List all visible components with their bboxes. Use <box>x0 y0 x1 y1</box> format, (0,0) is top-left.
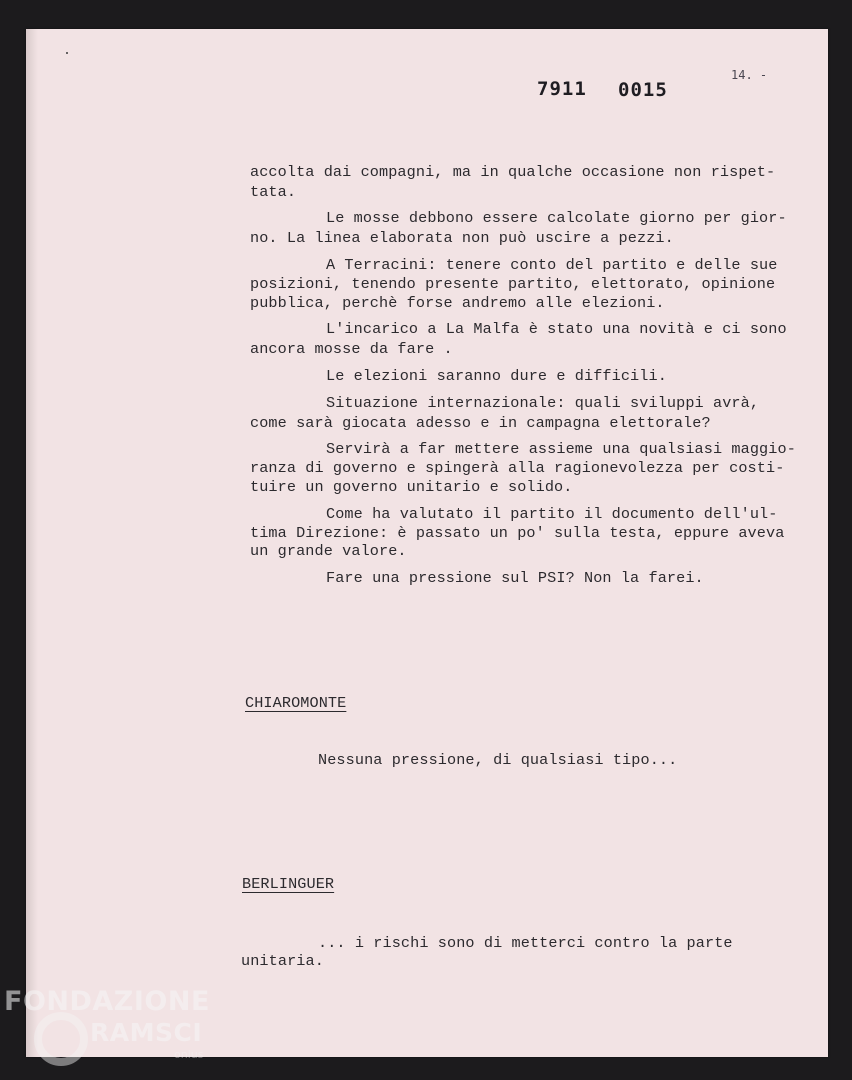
text-line: tata. <box>250 183 297 201</box>
watermark-onlus: onlus <box>174 1048 204 1061</box>
speaker-text-line: unitaria. <box>241 952 324 970</box>
text-line: come sarà giocata adesso e in campagna elettorale? <box>250 414 711 432</box>
text-line: ranza di governo e spingerà alla ragionevolezza per costi- <box>250 459 785 477</box>
text-line: posizioni, tenendo presente partito, elettorato, opinione <box>250 275 776 293</box>
archive-code-left: 7911 <box>537 78 587 100</box>
text-line: Le mosse debbono essere calcolate giorno per gior- <box>326 209 787 227</box>
text-line: Come ha valutato il partito il documento dell'ul- <box>326 505 778 523</box>
watermark-title: FONDAZIONE <box>4 986 210 1017</box>
page-binding-shadow <box>26 29 38 1057</box>
speaker-text-line: ... i rischi sono di metterci contro la parte <box>318 934 733 952</box>
watermark-g-logo <box>34 1012 88 1066</box>
page-number: 14. - <box>731 68 768 82</box>
text-line: ancora mosse da fare . <box>250 340 453 358</box>
speaker-text-line: Nessuna pressione, di qualsiasi tipo... <box>318 751 678 769</box>
text-line: A Terracini: tenere conto del partito e delle sue <box>326 256 778 274</box>
text-line: no. La linea elaborata non può uscire a pezzi. <box>250 229 674 247</box>
speaker-name: BERLINGUER <box>242 875 335 893</box>
text-line: Le elezioni saranno dure e difficili. <box>326 367 667 385</box>
archive-code-right: 0015 <box>618 79 668 101</box>
watermark-subtitle: RAMSCI <box>90 1018 203 1047</box>
text-line: Fare una pressione sul PSI? Non la farei. <box>326 569 704 587</box>
text-line: L'incarico a La Malfa è stato una novità e ci sono <box>326 320 787 338</box>
text-line: tima Direzione: è passato un po' sulla testa, eppure aveva <box>250 524 785 542</box>
speaker-name: CHIAROMONTE <box>245 694 347 712</box>
text-line: tuire un governo unitario e solido. <box>250 478 573 496</box>
document-page <box>26 29 828 1057</box>
text-line: pubblica, perchè forse andremo alle elezioni. <box>250 294 665 312</box>
text-line: accolta dai compagni, ma in qualche occasione non rispet- <box>250 163 776 181</box>
text-line: Servirà a far mettere assieme una qualsiasi maggio- <box>326 440 796 458</box>
paper-speck <box>66 52 68 54</box>
text-line: Situazione internazionale: quali sviluppi avrà, <box>326 394 760 412</box>
text-line: un grande valore. <box>250 542 407 560</box>
